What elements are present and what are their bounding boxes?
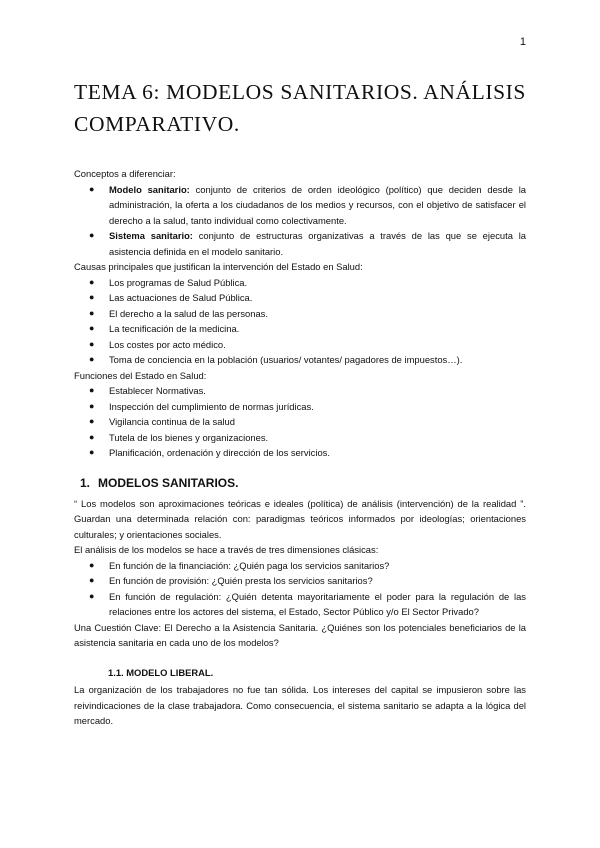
dimensions-list (74, 558, 526, 620)
list-item (89, 352, 526, 368)
list-item (89, 290, 526, 306)
concept-term: Modelo sanitario: (109, 183, 190, 195)
section-title: MODELOS SANITARIOS. (98, 475, 239, 490)
bullet-icon: ● (89, 447, 95, 457)
list-item (89, 321, 526, 337)
list-item-text: Establecer Normativas. (109, 385, 206, 396)
causes-label: Causas principales que justifican la intervención del Estado en Salud: (74, 261, 363, 272)
bullet-icon: ● (89, 559, 95, 570)
list-item (89, 445, 526, 461)
concept-item (89, 182, 526, 229)
list-item (89, 589, 526, 620)
list-item-text: Los costes por acto médico. (109, 338, 226, 350)
section-number: 1. (80, 475, 91, 490)
page-title: TEMA 6: MODELOS SANITARIOS. ANÁLISIS COMPARATIVO. (74, 80, 526, 136)
bullet-icon: ● (89, 276, 95, 287)
list-item-text: En función de provisión: ¿Quién presta los servicios sanitarios? (109, 575, 373, 586)
list-item-text: En función de regulación: ¿Quién detenta mayoritariamente el poder para la regulación de las relaciones entre los actores del sistema, el Estado, Sector Público y/o El Sector Privado? (109, 590, 526, 617)
bullet-icon: ● (89, 400, 95, 411)
key-question: Una Cuestión Clave: El Derecho a la Asistencia Sanitaria. ¿Quiénes son los potenciales beneficiarios de la asistencia sanitaria en cada uno de los modelos? (74, 621, 526, 648)
bullet-icon: ● (89, 230, 95, 240)
section-heading (80, 474, 526, 492)
list-item-text: Planificación, ordenación y dirección de los servicios. (109, 447, 330, 458)
list-item (89, 275, 526, 291)
causes-list (74, 275, 526, 368)
list-item (89, 306, 526, 322)
bullet-icon: ● (89, 307, 95, 318)
bullet-icon: ● (89, 323, 95, 333)
list-item (89, 573, 526, 589)
dimensions-label: El análisis de los modelos se hace a través de tres dimensiones clásicas: (74, 544, 379, 555)
page-number: 1 (519, 36, 526, 48)
list-item-text: La tecnificación de la medicina. (109, 323, 240, 334)
list-item (89, 414, 526, 430)
list-item-text: Vigilancia continua de la salud (109, 416, 235, 427)
bullet-icon: ● (89, 416, 95, 426)
bullet-icon: ● (89, 354, 95, 364)
concepts-list (74, 182, 526, 260)
concept-definition: conjunto de criterios de orden ideológico (político) que deciden desde la administración, la oferta a los ciudadanos de los medios y recursos, con el objetivo de satisfacer el derecho a la salud, tanto individual como colectivamente. (109, 183, 526, 226)
list-item-text: Las actuaciones de Salud Pública. (109, 292, 253, 303)
list-item-text: Tutela de los bienes y organizaciones. (109, 431, 269, 443)
list-item (89, 558, 526, 574)
list-item (89, 430, 526, 446)
list-item-text: Los programas de Salud Pública. (109, 276, 248, 288)
list-item-text: Toma de conciencia en la población (usuarios/ votantes/ pagadores de impuestos…). (109, 354, 463, 365)
models-quote: “ Los modelos son aproximaciones teóricas e ideales (política) de análisis (intervención) de la realidad ”. Guardan una determinada relación con: paradigmas teóricos informados por ideologías; orientaciones culturales; y orientaciones sociales. (74, 497, 526, 540)
bullet-icon: ● (89, 590, 95, 601)
bullet-icon: ● (89, 575, 95, 585)
concepts-label: Conceptos a diferenciar: (74, 168, 176, 179)
functions-label: Funciones del Estado en Salud: (74, 369, 207, 381)
list-item (89, 337, 526, 353)
bullet-icon: ● (89, 385, 95, 395)
concept-definition: conjunto de estructuras organizativas a través de las que se ejecuta la asistencia definida en el modelo sanitario. (109, 230, 526, 257)
functions-list (74, 383, 526, 461)
bullet-icon: ● (89, 338, 95, 349)
list-item (89, 383, 526, 399)
liberal-model-text: La organización de los trabajadores no fue tan sólida. Los intereses del capital se impusieron sobre las reivindicaciones de la clase trabajadora. Como consecuencia, el sistema sanitario se adapta a la lógica del mercado. (74, 684, 526, 726)
document-body (74, 166, 526, 729)
concept-term: Sistema sanitario: (109, 230, 193, 241)
bullet-icon: ● (89, 431, 95, 442)
subsection-heading: 1.1. MODELO LIBERAL. (108, 666, 214, 678)
concept-item (89, 228, 526, 259)
bullet-icon: ● (89, 292, 95, 302)
bullet-icon: ● (89, 183, 95, 194)
list-item-text: El derecho a la salud de las personas. (109, 307, 268, 319)
list-item-text: En función de la financiación: ¿Quién paga los servicios sanitarios? (109, 559, 390, 571)
list-item (89, 399, 526, 415)
list-item-text: Inspección del cumplimiento de normas jurídicas. (109, 400, 314, 412)
